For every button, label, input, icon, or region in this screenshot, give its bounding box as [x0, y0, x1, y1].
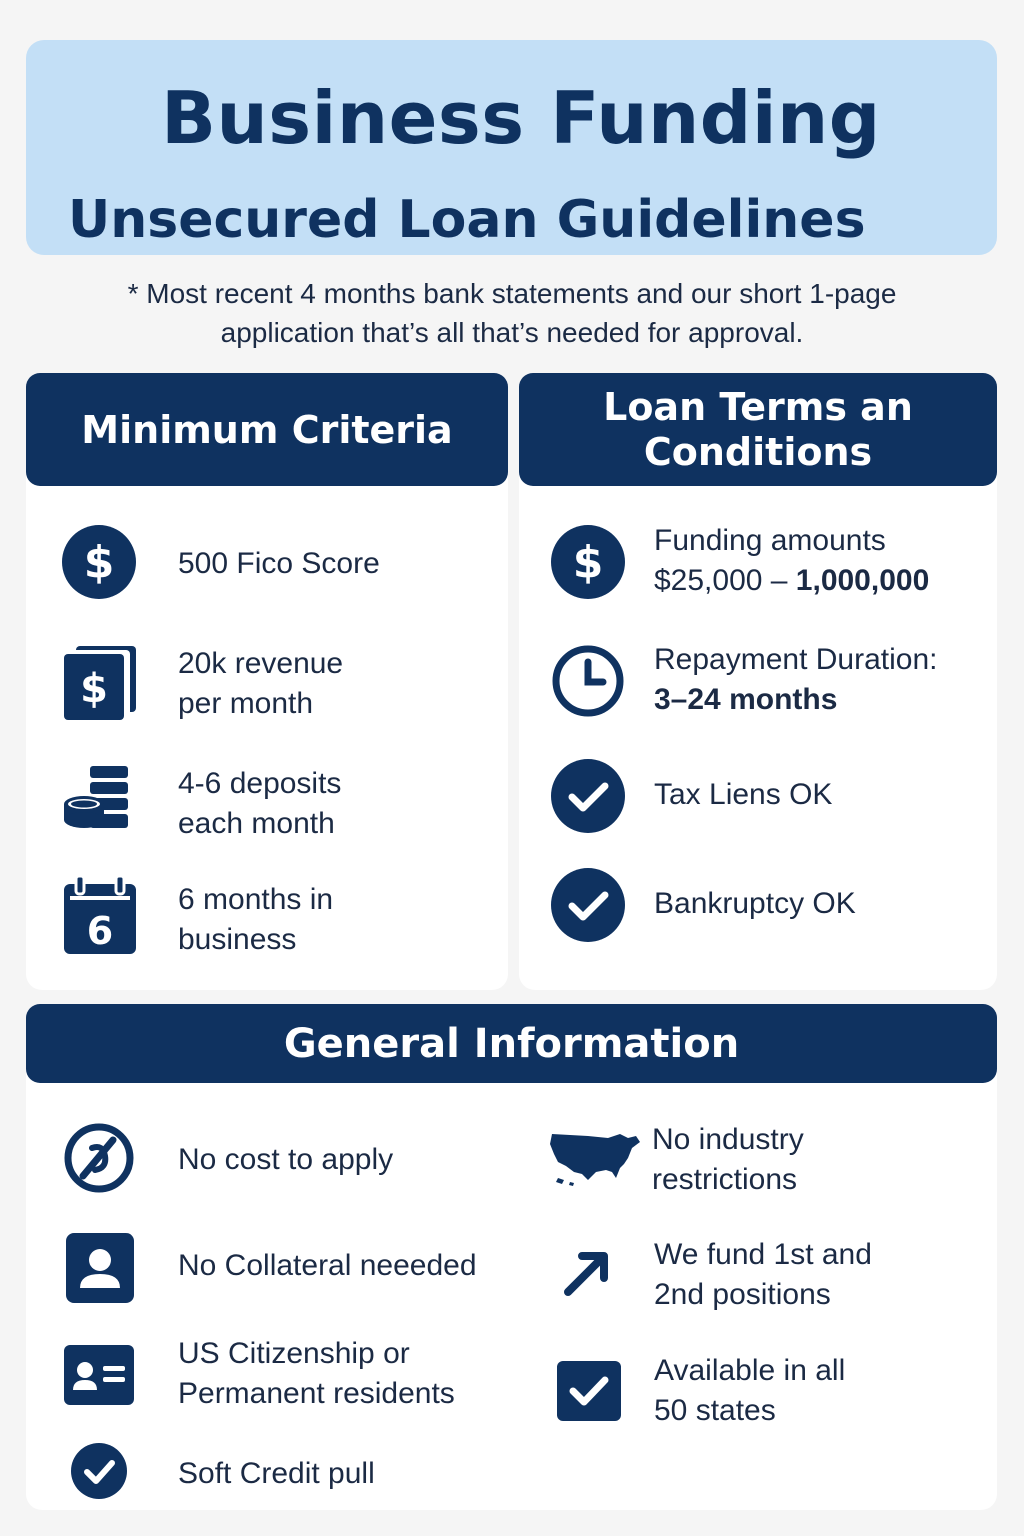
terms-tax-liens: Tax Liens OK	[654, 778, 833, 811]
check-square-icon	[556, 1360, 622, 1422]
info-citizenship: US Citizenship or Permanent residents	[178, 1337, 455, 1410]
general-info-header	[26, 1004, 997, 1083]
criteria-deposits: 4-6 deposits each month	[178, 767, 342, 840]
info-no-industry-restrictions: No industry restrictions	[652, 1123, 804, 1196]
info-soft-credit: Soft Credit pull	[178, 1457, 375, 1490]
money-bills-icon	[62, 644, 138, 722]
page-subtitle: Unsecured Loan Guidelines	[68, 190, 866, 250]
clock-icon	[551, 644, 625, 718]
terms-funding-amounts: Funding amounts $25,000 – 1,000,000	[654, 524, 930, 597]
minimum-criteria-header	[26, 373, 508, 486]
criteria-revenue: 20k revenue per month	[178, 647, 344, 720]
terms-bankruptcy: Bankruptcy OK	[654, 887, 856, 920]
page-title: Business Funding	[161, 76, 881, 160]
header-banner	[26, 40, 997, 255]
general-info-title: General Information	[283, 1020, 740, 1067]
check-circle-icon	[551, 759, 625, 833]
info-no-collateral: No Collateral neeeded	[178, 1249, 477, 1282]
requirements-note	[0, 274, 1024, 352]
note-line-1: * Most recent 4 months bank statements and our short 1-page	[127, 278, 897, 309]
criteria-time-in-business: 6 months in business	[178, 883, 334, 956]
note-line-2: application that’s all that’s needed for approval.	[220, 317, 804, 348]
dollar-circle-icon	[62, 525, 136, 599]
minimum-criteria-title: Minimum Criteria	[81, 407, 453, 452]
check-circle-icon	[551, 868, 625, 942]
coin-stack-icon	[62, 764, 130, 834]
info-all-states: Available in all 50 states	[654, 1354, 846, 1427]
person-icon	[65, 1232, 135, 1304]
svg-text:$: $	[83, 537, 115, 588]
no-cost-icon	[63, 1122, 135, 1194]
loan-terms-title-line-2: Conditions	[643, 429, 873, 474]
loan-terms-title-line-1: Loan Terms an	[603, 384, 913, 429]
calendar-number: 6	[86, 909, 114, 953]
usa-map-icon	[548, 1128, 642, 1188]
arrow-up-right-icon	[560, 1246, 614, 1300]
info-no-cost: No cost to apply	[178, 1143, 394, 1176]
loan-terms-header	[519, 373, 997, 486]
terms-repayment: Repayment Duration: 3–24 months	[654, 643, 938, 716]
calendar-icon	[62, 876, 138, 956]
svg-text:$: $	[80, 666, 108, 712]
svg-text:$: $	[572, 537, 604, 588]
dollar-circle-icon	[551, 525, 625, 599]
id-card-icon	[63, 1344, 135, 1406]
criteria-fico: 500 Fico Score	[178, 547, 380, 580]
info-positions: We fund 1st and 2nd positions	[654, 1238, 872, 1311]
check-circle-icon	[71, 1443, 127, 1499]
